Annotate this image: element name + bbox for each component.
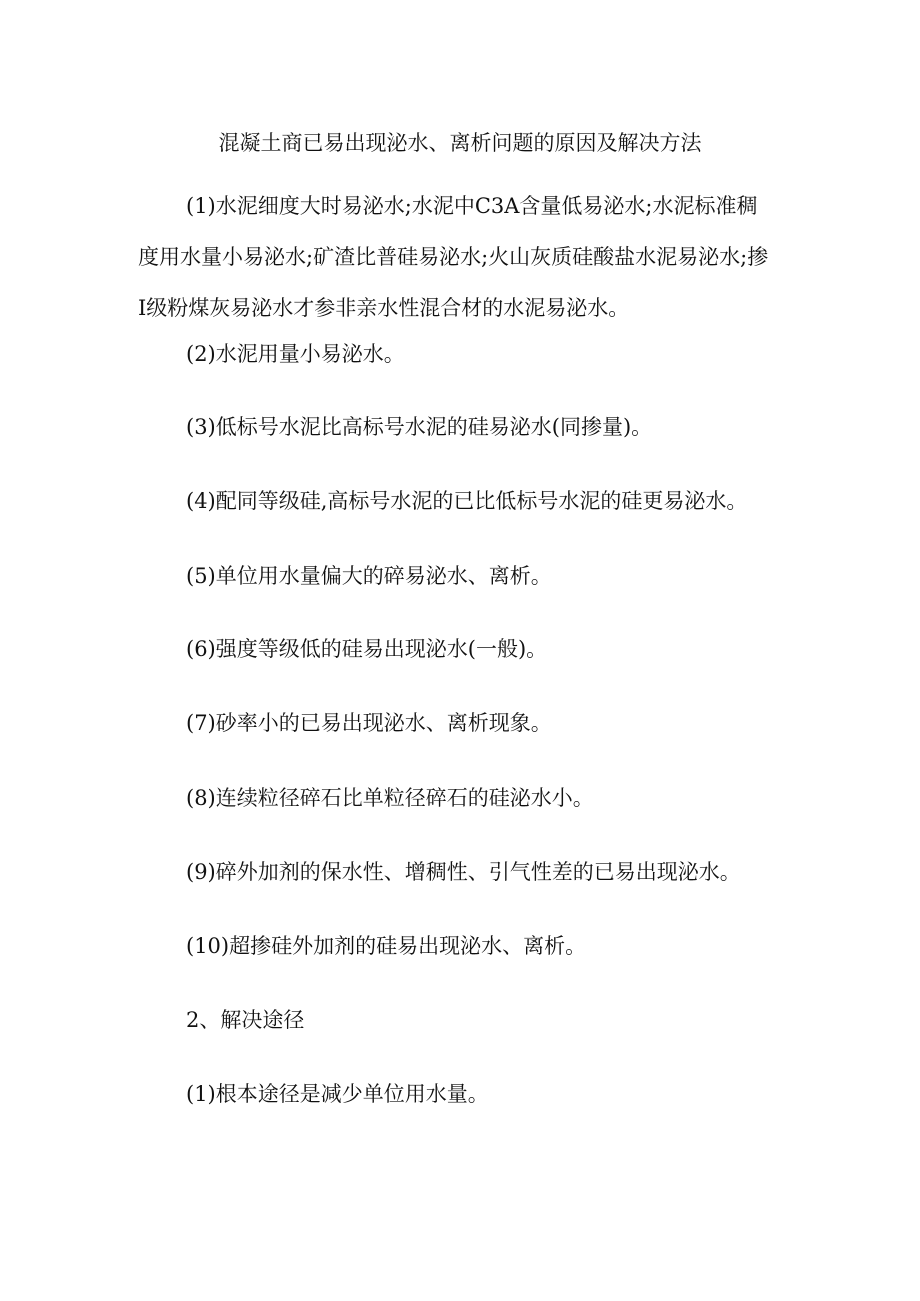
paragraph-2: (2)水泥用量小易泌水。 [186, 342, 405, 366]
paragraph-5: (5)单位用水量偏大的碎易泌水、离析。 [186, 564, 552, 588]
paragraph-10: (10)超掺硅外加剂的硅易出现泌水、离析。 [186, 934, 587, 958]
paragraph-4: (4)配同等级硅,高标号水泥的已比低标号水泥的硅更易泌水。 [186, 489, 748, 513]
paragraph-1-line-1: (1)水泥细度大时易泌水;水泥中C3A含量低易泌水;水泥标准稠 [186, 194, 758, 218]
paragraph-1-line-2: 度用水量小易泌水;矿渣比普硅易泌水;火山灰质硅酸盐水泥易泌水;掺 [138, 245, 769, 269]
section-2-heading: 2、解决途径 [186, 1008, 305, 1032]
paragraph-3: (3)低标号水泥比高标号水泥的硅易泌水(同掺量)。 [186, 415, 653, 439]
paragraph-1 [138, 181, 788, 334]
paragraph-7: (7)砂率小的已易出现泌水、离析现象。 [186, 711, 552, 735]
paragraph-9: (9)碎外加剂的保水性、增稠性、引气性差的已易出现泌水。 [186, 860, 741, 884]
paragraph-1-line-3: I级粉煤灰易泌水才参非亲水性混合材的水泥易泌水。 [138, 296, 630, 320]
paragraph-6: (6)强度等级低的硅易出现泌水(一般)。 [186, 637, 548, 661]
paragraph-8: (8)连续粒径碎石比单粒径碎石的硅泌水小。 [186, 786, 594, 810]
document-title: 混凝土商已易出现泌水、离析问题的原因及解决方法 [218, 131, 702, 155]
section-2-paragraph-1: (1)根本途径是减少单位用水量。 [186, 1082, 489, 1106]
